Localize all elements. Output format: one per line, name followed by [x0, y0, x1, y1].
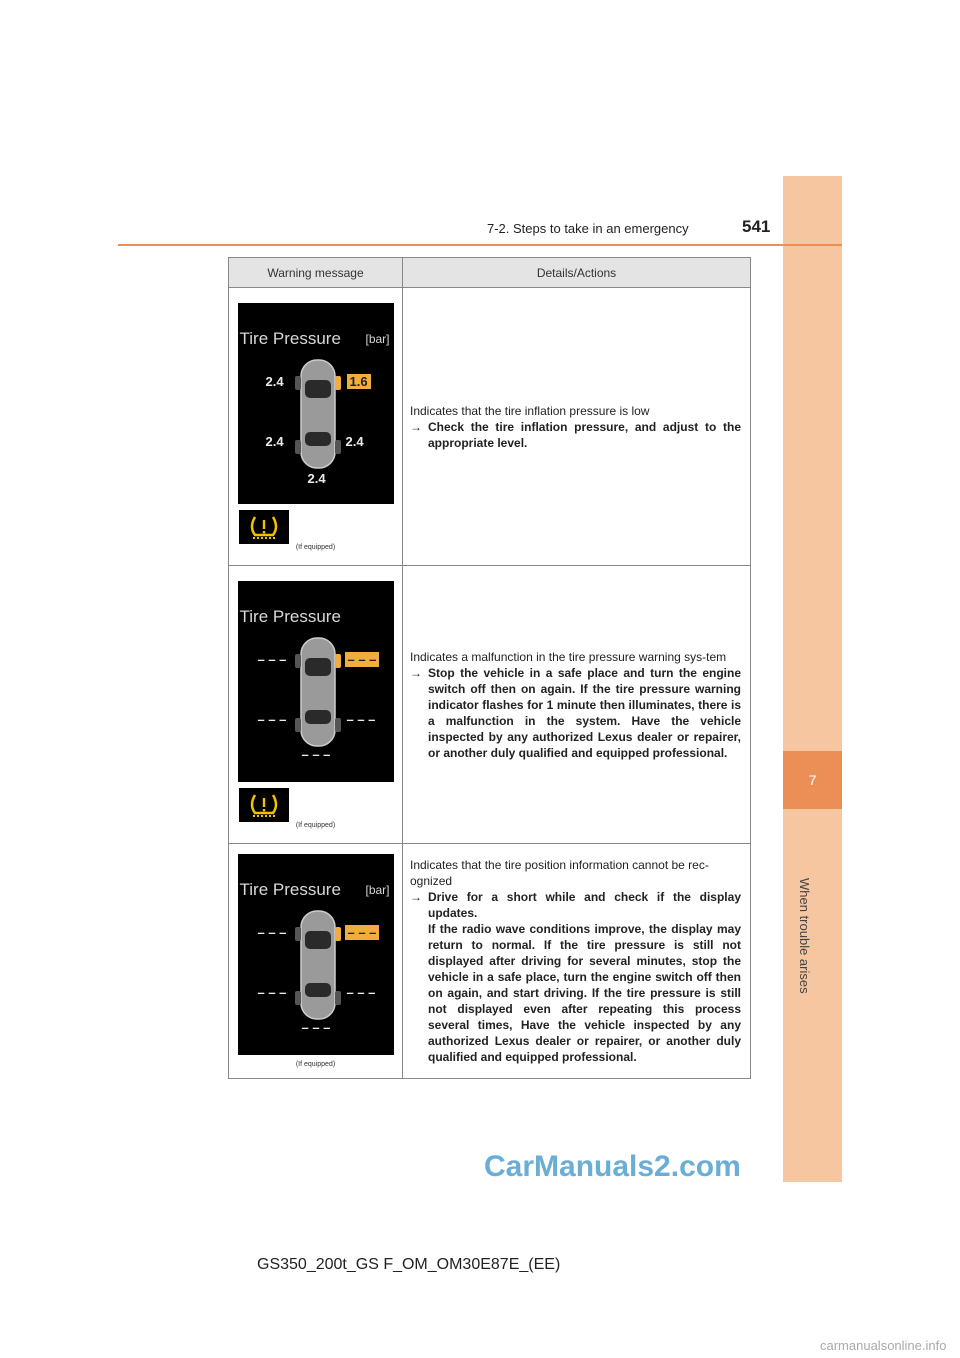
arrow-icon: →	[410, 890, 422, 904]
car-top-view-icon	[295, 636, 341, 748]
tire-pressure-display	[238, 581, 394, 782]
watermark-site: carmanualsonline.info	[820, 1338, 947, 1353]
tire-front-left-value: – – –	[257, 925, 287, 940]
tire-pressure-display	[238, 854, 394, 1055]
display-title: Tire Pressure	[239, 880, 341, 899]
display-title: Tire Pressure	[239, 606, 341, 626]
tire-front-left-value: – – –	[257, 651, 287, 667]
tire-spare-value: 2.4	[307, 470, 326, 486]
details-cell	[403, 844, 751, 1079]
tire-rear-right-value: – – –	[346, 711, 376, 727]
if-equipped-note: (If equipped)	[295, 1061, 336, 1068]
warning-table	[228, 257, 751, 1079]
chapter-sidebar	[783, 176, 842, 1182]
display-title: Tire Pressure	[239, 328, 341, 348]
chapter-number: 7	[783, 751, 842, 809]
details-text: Indicates a malfunction in the tire pressure warning sys-tem	[410, 649, 727, 664]
car-top-view-icon	[295, 909, 341, 1021]
tire-front-left-value: 2.4	[265, 373, 284, 389]
if-equipped-note: (If equipped)	[295, 821, 336, 829]
tire-rear-right-value: – – –	[346, 985, 376, 1000]
warning-cell	[229, 844, 403, 1079]
tire-rear-left-value: – – –	[257, 711, 287, 727]
col-header-details: Details/Actions	[403, 258, 751, 288]
if-equipped-note: (If equipped)	[295, 543, 336, 551]
tire-pressure-warning-icon	[239, 510, 289, 544]
tire-spare-value: – – –	[301, 1020, 331, 1035]
header-rule	[118, 244, 842, 246]
page-number: 541	[742, 217, 771, 236]
col-header-warning: Warning message	[229, 258, 403, 288]
action-more-text: If the radio wave conditions improve, the display may return to normal. If the tire pressure is still not displayed after driving for several minutes, stop the vehicle in a safe place, turn the engine switch off then on again, and start driving. If the tire pressure is still not displayed even after repeating this process several times, Have the vehicle inspected by any authorized Lexus dealer or repairer, or another duly qualified and equipped professional.	[428, 922, 741, 1064]
document-code: GS350_200t_GS F_OM_OM30E87E_(EE)	[257, 1256, 561, 1273]
tire-pressure-warning-icon	[239, 788, 289, 822]
tire-front-right-value: – – –	[345, 652, 380, 667]
tire-rear-right-value: 2.4	[345, 433, 364, 449]
chapter-title: When trouble arises	[797, 878, 812, 994]
warning-cell	[229, 566, 403, 844]
tire-front-right-value: – – –	[345, 925, 380, 940]
tire-rear-left-value: 2.4	[265, 433, 284, 449]
details-cell	[403, 566, 751, 844]
display-unit: [bar]	[365, 331, 390, 346]
action-text: Stop the vehicle in a safe place and turn the engine switch off then on again. If the tire pressure warning indicator flashes for 1 minute then illuminates, there is a malfunction in the system. Have the vehicle inspected by any authorized Lexus dealer or repairer, or another duly qualified and equipped professional.	[428, 665, 741, 760]
tire-front-right-value: 1.6	[347, 374, 371, 389]
section-title: 7-2. Steps to take in an emergency	[487, 221, 689, 236]
action-item	[410, 419, 741, 451]
action-text: Check the tire inflation pressure, and adjust to the appropriate level.	[428, 419, 741, 450]
arrow-icon: →	[410, 419, 422, 434]
table-row	[229, 844, 751, 1079]
tire-pressure-display	[238, 303, 394, 504]
car-top-view-icon	[295, 358, 341, 470]
details-cell	[403, 288, 751, 566]
arrow-icon: →	[410, 665, 422, 680]
details-text: Indicates that the tire inflation pressure is low	[410, 403, 650, 418]
tire-rear-left-value: – – –	[257, 985, 287, 1000]
table-row	[229, 288, 751, 566]
action-text: Drive for a short while and check if the display updates.	[428, 890, 741, 920]
watermark: CarManuals2.com	[484, 1150, 741, 1183]
action-item	[410, 889, 741, 1065]
table-row	[229, 566, 751, 844]
tire-spare-value: – – –	[301, 746, 331, 762]
warning-cell	[229, 288, 403, 566]
action-item	[410, 665, 741, 761]
details-text: Indicates that the tire position information cannot be rec-ognized	[410, 858, 709, 888]
display-unit: [bar]	[365, 883, 390, 897]
